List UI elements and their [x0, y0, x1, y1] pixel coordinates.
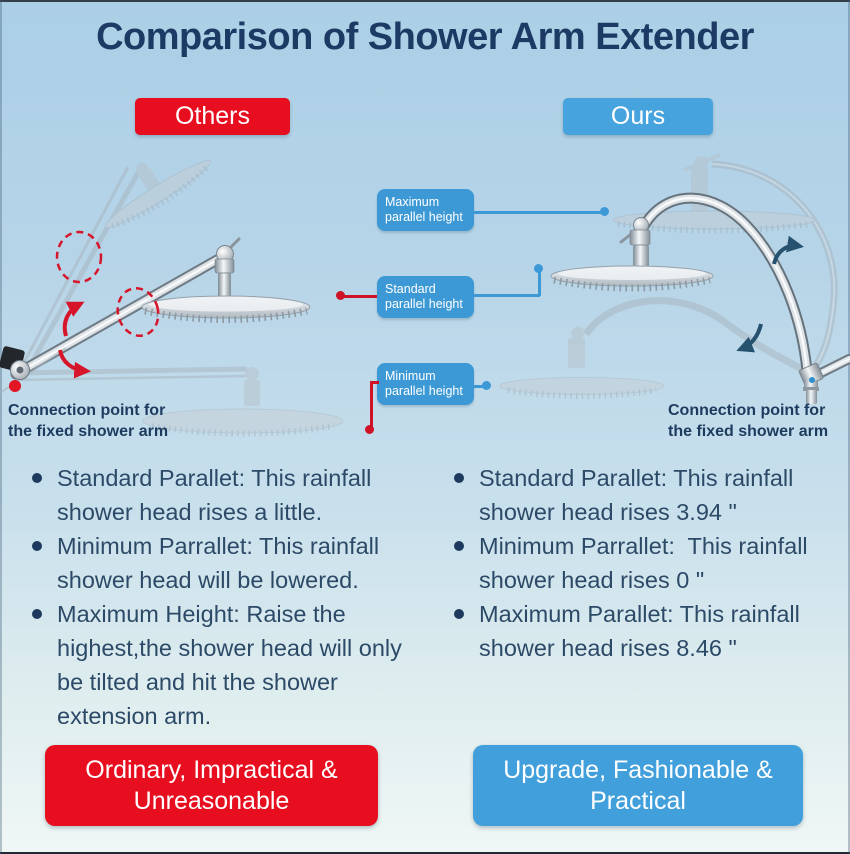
label-standard-parallel-height: Standard parallel height	[377, 276, 474, 318]
ours-feature-list	[452, 461, 850, 665]
max-callout-dot	[600, 207, 609, 216]
ours-column-header: Ours	[563, 98, 713, 135]
std-callout-line-h	[472, 294, 540, 297]
ours-verdict-banner: Upgrade, Fashionable & Practical	[473, 745, 803, 826]
min-callout-dot	[482, 381, 491, 390]
std-callout-dot	[534, 264, 543, 273]
ours-solid-shower-head	[551, 230, 713, 288]
others-verdict-banner: Ordinary, Impractical & Unreasonable	[45, 745, 378, 826]
max-callout-line	[472, 211, 604, 214]
list-item: Standard Parallet: This rainfall shower head rises a little.	[30, 461, 430, 529]
others-ghost-raised-position	[19, 140, 216, 372]
list-item: Minimum Parrallet: This rainfall shower head rises 0 "	[452, 529, 850, 597]
ours-ghost-lowered-position	[500, 301, 807, 396]
others-connection-note: Connection point for the fixed shower arm	[8, 402, 169, 440]
list-item: Maximum Parallet: This rainfall shower head rises 8.46 "	[452, 597, 850, 665]
std-callout-line-v	[538, 269, 541, 296]
frame-edge-top	[0, 0, 850, 2]
list-item: Minimum Parrallet: This rainfall shower head will be lowered.	[30, 529, 430, 597]
list-item: Maximum Height: Raise the highest,the shower head will only be tilted and hit the shower extension arm.	[30, 597, 430, 733]
ours-connection-note: Connection point for the fixed shower arm	[668, 402, 829, 440]
min-callout-dot-red	[365, 425, 374, 434]
min-callout-line-red-v	[370, 381, 373, 429]
std-callout-line-red	[343, 295, 377, 298]
ours-connection-marker-dot	[809, 377, 815, 383]
std-callout-dot-red	[336, 291, 345, 300]
page-title: Comparison of Shower Arm Extender	[96, 16, 754, 58]
others-column-header: Others	[135, 98, 290, 135]
others-connection-marker-dot	[9, 380, 21, 392]
label-maximum-parallel-height: Maximum parallel height	[377, 189, 474, 231]
others-feature-list	[30, 461, 430, 733]
list-item: Standard Parallet: This rainfall shower head rises 3.94 "	[452, 461, 850, 529]
label-minimum-parallel-height: Minimum parallel height	[377, 363, 474, 405]
